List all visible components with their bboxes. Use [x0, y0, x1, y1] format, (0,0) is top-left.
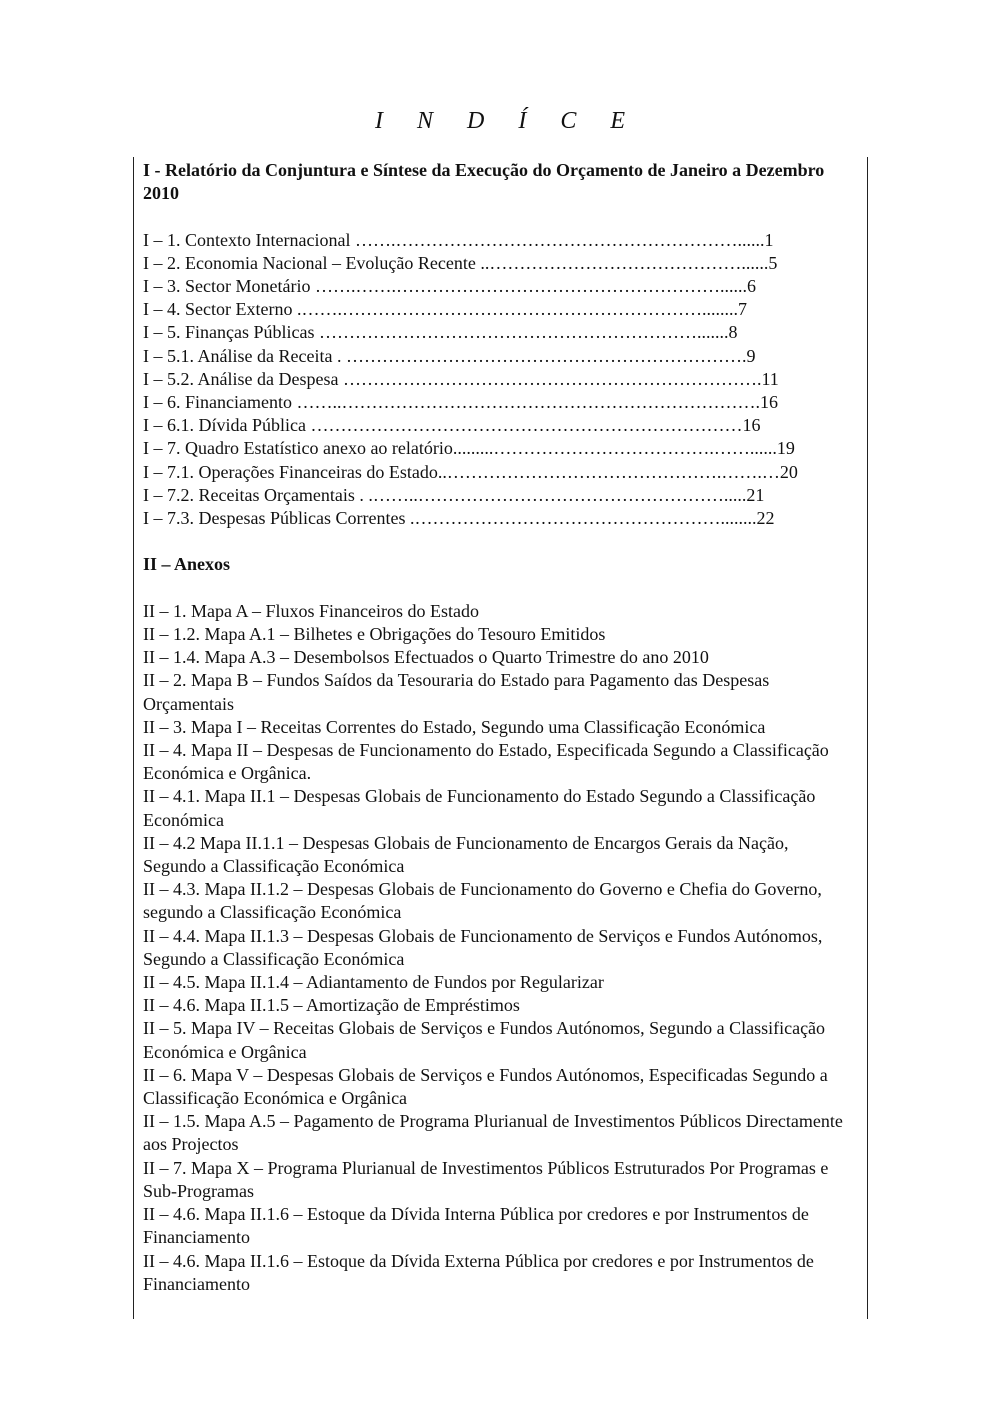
section-heading-report: I - Relatório da Conjuntura e Síntese da Execução do Orçamento de Janeiro a Dezembro 2010 [143, 160, 825, 204]
toc-entry: I – 6. Financiamento ……..…………………………………………………………….16 [143, 392, 778, 413]
annex-entry: II – 1. Mapa A – Fluxos Financeiros do Estado [143, 600, 479, 621]
annex-entry: II – 4.3. Mapa II.1.2 – Despesas Globais de Funcionamento do Governo e Chefia do Governo, segundo a Classificação Económica [143, 879, 822, 923]
annex-entry: II – 2. Mapa B – Fundos Saídos da Tesouraria do Estado para Pagamento das Despesas Orçamentais [143, 670, 770, 714]
spacer [143, 530, 855, 553]
toc-entry: I – 6.1. Dívida Pública ………………………………………………………………16 [143, 415, 761, 436]
toc-entry: I – 4. Sector Externo .…….……………………………………………………........7 [143, 299, 747, 320]
page-title: I N D Í C E [375, 108, 639, 134]
annex-entry: II – 6. Mapa V – Despesas Globais de Serviços e Fundos Autónomos, Especificadas Segundo a Classificação Económica e Orgânica [143, 1064, 828, 1109]
toc-list-report [143, 229, 855, 531]
annex-entry: II – 1.5. Mapa A.5 – Pagamento de Programa Plurianual de Investimentos Públicos Directamente aos Projectos [143, 1111, 843, 1155]
annex-entry: II – 1.2. Mapa A.1 – Bilhetes e Obrigações do Tesouro Emitidos [143, 624, 606, 645]
toc-entry: I – 3. Sector Monetário …….…….………………………………………………......6 [143, 276, 756, 296]
annex-entry: II – 4.2 Mapa II.1.1 – Despesas Globais de Funcionamento de Encargos Gerais da Nação, Segundo a Classificação Económica [143, 832, 789, 877]
annex-entry: II – 7. Mapa X – Programa Plurianual de Investimentos Públicos Estruturados Por Programas e Sub-Programas [143, 1157, 829, 1201]
toc-entry: I – 2. Economia Nacional – Evolução Recente ..……………………………………......5 [143, 252, 778, 273]
toc-entry: I – 7.2. Receitas Orçamentais . .……..…………………………………………….....21 [143, 484, 765, 505]
section-heading-annexes: II – Anexos [143, 554, 231, 575]
annex-entry: II – 4.6. Mapa II.1.6 – Estoque da Dívida Interna Pública por credores e por Instrumentos de Financiamento [143, 1204, 809, 1248]
annex-entry: II – 5. Mapa IV – Receitas Globais de Serviços e Fundos Autónomos, Segundo a Classificação Económica e Orgânica [143, 1018, 826, 1062]
annex-entry: II – 4.4. Mapa II.1.3 – Despesas Globais de Funcionamento de Serviços e Fundos Autónomos, Segundo a Classificação Económica [143, 925, 823, 969]
toc-entry: I – 7. Quadro Estatístico anexo ao relatório.........……………………………….……......19 [143, 438, 795, 459]
annex-list [143, 600, 855, 1296]
annex-entry: II – 4. Mapa II – Despesas de Funcionamento do Estado, Especificada Segundo a Classificação Económica e Orgânica. [143, 740, 829, 784]
index-content [143, 159, 855, 1296]
toc-entry: I – 7.3. Despesas Públicas Correntes .……………………………………………........22 [143, 508, 775, 529]
toc-entry: I – 1. Contexto Internacional …….…………………………………………………......1 [143, 229, 774, 250]
spacer [143, 577, 855, 600]
annex-entry: II – 3. Mapa I – Receitas Correntes do Estado, Segundo uma Classificação Económica [143, 716, 766, 737]
toc-entry: I – 5. Finanças Públicas ……………………………………………………….......8 [143, 322, 738, 343]
annex-entry: II – 4.6. Mapa II.1.6 – Estoque da Dívida Externa Pública por credores e por Instrumentos de Financiamento [143, 1250, 814, 1294]
toc-entry: I – 5.1. Análise da Receita . ………………………………………………………….9 [143, 345, 756, 366]
annex-entry: II – 1.4. Mapa A.3 – Desembolsos Efectuados o Quarto Trimestre do ano 2010 [143, 647, 709, 668]
annex-entry: II – 4.6. Mapa II.1.5 – Amortização de Empréstimos [143, 995, 520, 1016]
annex-entry: II – 4.5. Mapa II.1.4 – Adiantamento de Fundos por Regularizar [143, 972, 604, 993]
toc-entry: I – 5.2. Análise da Despesa …………………………………………………………….11 [143, 368, 779, 389]
spacer [143, 205, 855, 228]
annex-entry: II – 4.1. Mapa II.1 – Despesas Globais de Funcionamento do Estado Segundo a Classificação Económica [143, 786, 816, 830]
toc-entry: I – 7.1. Operações Financeiras do Estado..……………………………………….…….…20 [143, 461, 798, 482]
